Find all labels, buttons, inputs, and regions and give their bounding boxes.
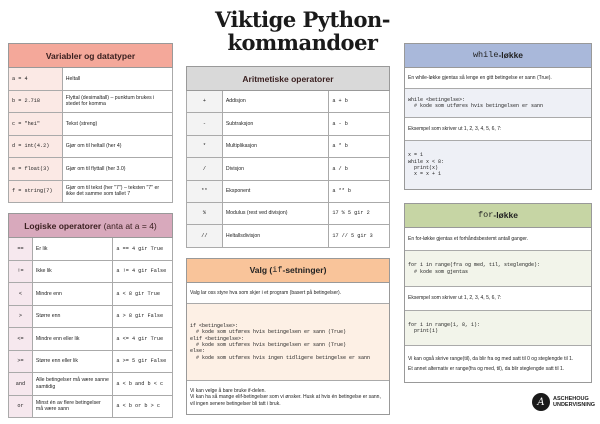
while-example-code: x = 1 while x < 8: print(x) x = x + 1: [408, 152, 445, 178]
table-row: [187, 91, 390, 113]
logical-ex: a >= 5 gir False: [113, 350, 173, 373]
arith-desc: Addisjon: [222, 91, 329, 113]
arith-desc: Heltallsdivisjon: [222, 225, 329, 247]
table-row: [9, 113, 173, 136]
logo-mark-icon: A: [532, 393, 550, 411]
variables-code: d = int(4.2): [9, 135, 63, 158]
arith-op: -: [187, 113, 223, 135]
arith-ex: a * b: [329, 135, 390, 157]
arith-ex: a + b: [329, 91, 390, 113]
arith-op: +: [187, 91, 223, 113]
arith-ex: a / b: [329, 158, 390, 180]
logical-ex: a != 4 gir False: [113, 260, 173, 283]
while-title-post: -løkke: [498, 50, 524, 61]
variables-code: b = 2.718: [9, 90, 63, 113]
logical-desc: Mindre enn eller lik: [32, 328, 112, 351]
variables-table: [8, 43, 173, 203]
table-row: [187, 202, 390, 224]
logical-title: [9, 214, 173, 238]
arith-ex: a - b: [329, 113, 390, 135]
logo-line1: ASCHEHOUG: [553, 395, 589, 402]
arith-desc: Divisjon: [222, 158, 329, 180]
valg-note2: Vi kan ha så mange elif-betingelser som vi ønsker. Husk at hvis én betingelse er sann, vil ingen senere betingelser bli tatt i bruk.: [190, 394, 381, 407]
table-row: [9, 260, 173, 283]
arith-ex: 17 // 5 gir 3: [329, 225, 390, 247]
for-section: [404, 203, 592, 383]
table-row: [9, 135, 173, 158]
table-row: [9, 373, 173, 396]
variables-code: f = string(7): [9, 180, 63, 203]
valg-code: if <betingelse>: # kode som utføres hvis betingelsen er sann (True) elif <betingelse>: # kode som utføres hvis betingelsen er sann (True) else: # kode som utføres hvis ingen tidligere betingelse er sann: [190, 323, 371, 361]
table-row: [187, 225, 390, 247]
logical-desc: Mindre enn: [32, 283, 112, 306]
valg-note1: Vi kan velge å bare bruke if-delen.: [190, 387, 266, 394]
logical-desc: Ikke lik: [32, 260, 112, 283]
logical-title-text: Logiske operatorer: [24, 220, 102, 231]
variables-desc: Flyttal (desimaltall) – punktum brukes i stedet for komma: [62, 90, 172, 113]
valg-title-post: -setninger): [282, 265, 327, 276]
for-code: for i in range(fra og med, til, steglengde): # kode som gjentas: [408, 262, 541, 275]
logical-ex: a <= 4 gir True: [113, 328, 173, 351]
variables-desc: Tekst (streng): [62, 113, 172, 136]
logical-ex: a < b or b > c: [113, 395, 173, 418]
for-example-label: Eksempel som skriver ut 1, 2, 3, 4, 5, 6, 7:: [405, 287, 591, 311]
valg-title-pre: Valg (: [249, 265, 273, 276]
table-row: [9, 305, 173, 328]
for-title-post: -løkke: [493, 210, 518, 221]
arith-desc: Subtraksjon: [222, 113, 329, 135]
arith-op: //: [187, 225, 223, 247]
logical-ex: a > 8 gir False: [113, 305, 173, 328]
logical-desc: Større enn eller lik: [32, 350, 112, 373]
variables-desc: Gjør om til tekst (her "7") – teksten "7" er ikke det samme som tallet 7: [62, 180, 172, 203]
while-title: [405, 44, 591, 68]
logical-op: <: [9, 283, 33, 306]
for-desc: En for-løkke gjentas et forhåndsbestemt antall ganger.: [405, 228, 591, 251]
valg-title: [187, 259, 389, 283]
arith-ex: 17 % 5 gir 2: [329, 202, 390, 224]
logical-op: >: [9, 305, 33, 328]
logical-op: >=: [9, 350, 33, 373]
variables-code: e = float(3): [9, 158, 63, 181]
arith-title: Aritmetiske operatorer: [187, 67, 390, 91]
table-row: [9, 90, 173, 113]
valg-section: [186, 258, 390, 415]
arith-desc: Multiplikasjon: [222, 135, 329, 157]
variables-desc: Gjør om til heltall (her 4): [62, 135, 172, 158]
arith-op: *: [187, 135, 223, 157]
for-note1: Vi kan også skrive range(til), da blir fra og med satt til 0 og steglengde til 1.: [408, 356, 574, 362]
arith-op: /: [187, 158, 223, 180]
table-row: [187, 135, 390, 157]
logical-desc: Er lik: [32, 238, 112, 261]
arithmetic-operators-table: [186, 66, 390, 248]
logical-op: !=: [9, 260, 33, 283]
for-title-code: for: [478, 210, 494, 221]
while-desc: En while-løkke gjentas så lenge en gitt betingelse er sann (True).: [405, 68, 591, 89]
logical-desc: Alle betingelser må være sanne samtidig: [32, 373, 112, 396]
arith-desc: Modulus (rest ved divisjon): [222, 202, 329, 224]
logical-op: or: [9, 395, 33, 418]
table-row: [9, 158, 173, 181]
while-code: while <betingelse>: # kode som utføres hvis betingelsen er sann: [408, 96, 544, 109]
logical-op: and: [9, 373, 33, 396]
table-row: [187, 180, 390, 202]
variables-desc: Heltall: [62, 68, 172, 91]
logical-ex: a < b and b < c: [113, 373, 173, 396]
arith-ex: a ** b: [329, 180, 390, 202]
table-row: [9, 395, 173, 418]
table-row: [9, 68, 173, 91]
table-row: [187, 158, 390, 180]
arith-op: %: [187, 202, 223, 224]
for-title: [405, 204, 591, 228]
table-row: [9, 283, 173, 306]
arith-op: **: [187, 180, 223, 202]
variables-title: Variabler og datatyper: [9, 44, 173, 68]
table-row: [9, 328, 173, 351]
variables-code: a = 4: [9, 68, 63, 91]
table-row: [187, 113, 390, 135]
logical-op: <=: [9, 328, 33, 351]
arith-desc: Eksponent: [222, 180, 329, 202]
logical-ex: a < 8 gir True: [113, 283, 173, 306]
valg-desc: Valg lar oss styre hva som skjer i et program (basert på betingelser).: [187, 283, 389, 304]
logical-ex: a == 4 gir True: [113, 238, 173, 261]
for-note2: Et annet alternativ er range(fra og med, til), da blir steglengde satt til 1.: [408, 365, 565, 372]
table-row: [9, 350, 173, 373]
table-row: [9, 238, 173, 261]
aschehoug-logo: [532, 393, 595, 411]
valg-title-code: if: [272, 265, 283, 276]
variables-code: c = "hei": [9, 113, 63, 136]
logical-title-suffix: (anta at a = 4): [103, 220, 157, 231]
logical-op: ==: [9, 238, 33, 261]
logical-desc: Minst én av flere betingelser må være sann: [32, 395, 112, 418]
while-title-code: while: [472, 50, 499, 61]
variables-desc: Gjør om til flyttall (her 3.0): [62, 158, 172, 181]
while-example-label: Eksempel som skriver ut 1, 2, 3, 4, 5, 6, 7:: [405, 118, 591, 141]
table-row: [9, 180, 173, 203]
logical-desc: Større enn: [32, 305, 112, 328]
page-title: Viktige Python-kommandoer: [215, 7, 390, 55]
logical-operators-table: [8, 213, 173, 418]
logo-line2: UNDERVISNING: [553, 402, 596, 408]
for-example-code: for i in range(1, 8, 1): print(i): [408, 321, 481, 334]
while-section: [404, 43, 592, 190]
